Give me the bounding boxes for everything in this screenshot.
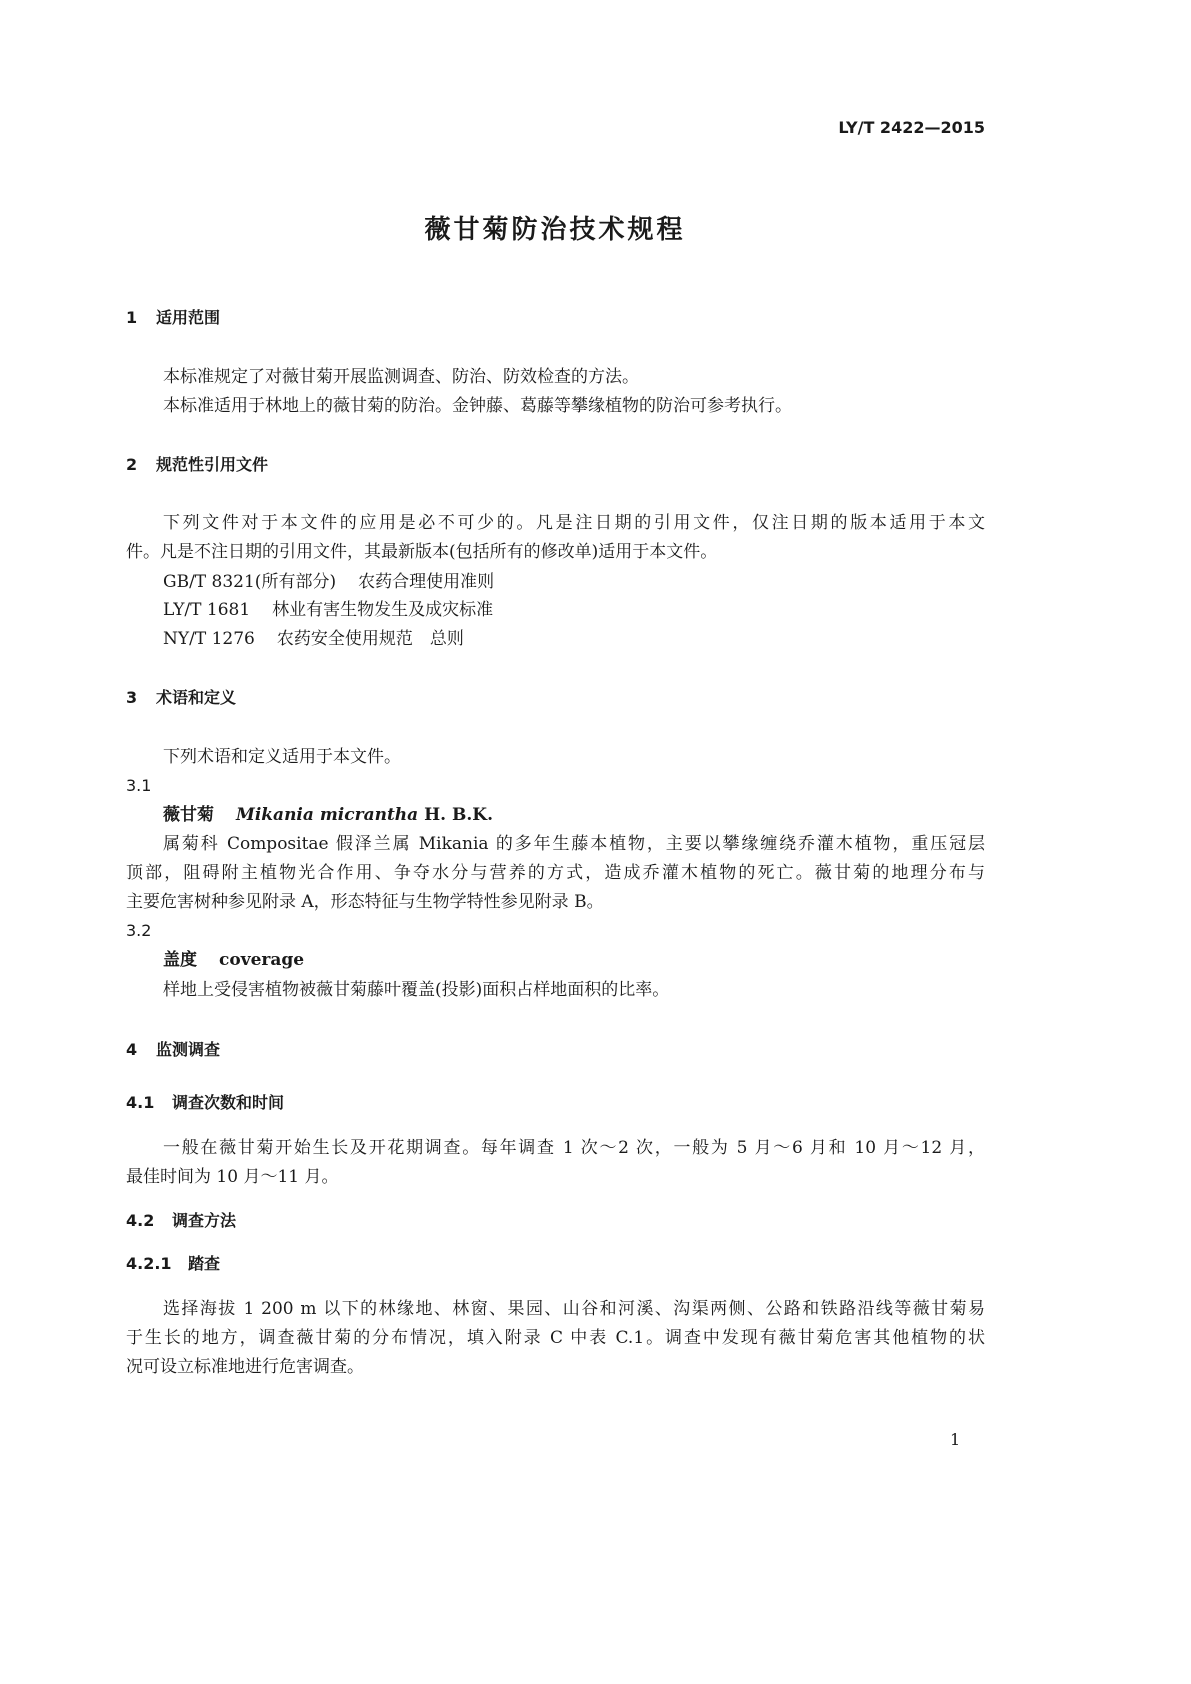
paragraph: 件。凡是不注日期的引用文件，其最新版本(包括所有的修改单)适用于本文件。 xyxy=(126,542,718,562)
term-number: 3.1 xyxy=(126,776,152,795)
term-title: 薇甘菊 Mikania micrantha H. B.K. xyxy=(163,805,493,825)
term-definition: 主要危害树种参见附录 A，形态特征与生物学特性参见附录 B。 xyxy=(126,892,604,912)
page-title: 薇甘菊防治技术规程 xyxy=(424,215,686,245)
term-number: 3.2 xyxy=(126,921,152,940)
subsection-heading-4-2-1: 4.2.1 踏查 xyxy=(126,1254,221,1273)
section-heading-1: 1 适用范围 xyxy=(126,308,221,327)
paragraph: 本标准适用于林地上的薇甘菊的防治。金钟藤、葛藤等攀缘植物的防治可参考执行。 xyxy=(163,396,792,416)
standard-number: LY/T 2422—2015 xyxy=(838,118,985,137)
subsection-heading-4-2: 4.2 调查方法 xyxy=(126,1211,237,1230)
page-number: 1 xyxy=(950,1430,961,1449)
paragraph: 选择海拔 1 200 m 以下的林缘地、林窗、果园、山谷和河溪、沟渠两侧、公路和铁路沿线等薇甘菊易 xyxy=(163,1299,985,1319)
paragraph: 下列文件对于本文件的应用是必不可少的。凡是注日期的引用文件，仅注日期的版本适用于本文 xyxy=(163,513,985,533)
section-heading-2: 2 规范性引用文件 xyxy=(126,455,269,474)
subsection-heading-4-1: 4.1 调查次数和时间 xyxy=(126,1093,285,1112)
reference-item: GB/T 8321(所有部分) 农药合理使用准则 xyxy=(163,572,495,592)
paragraph: 本标准规定了对薇甘菊开展监测调查、防治、防效检查的方法。 xyxy=(163,367,639,387)
paragraph: 于生长的地方，调查薇甘菊的分布情况，填入附录 C 中表 C.1。调查中发现有薇甘菊危害其他植物的状 xyxy=(126,1328,985,1348)
paragraph: 况可设立标准地进行危害调查。 xyxy=(126,1357,364,1377)
term-definition: 样地上受侵害植物被薇甘菊藤叶覆盖(投影)面积占样地面积的比率。 xyxy=(163,980,670,1000)
paragraph: 一般在薇甘菊开始生长及开花期调查。每年调查 1 次～2 次，一般为 5 月～6 月和 10 月～12 月， xyxy=(163,1138,985,1158)
paragraph: 最佳时间为 10 月～11 月。 xyxy=(126,1167,339,1187)
reference-item: NY/T 1276 农药安全使用规范 总则 xyxy=(163,629,464,649)
term-definition: 顶部，阻碍附主植物光合作用、争夺水分与营养的方式，造成乔灌木植物的死亡。薇甘菊的地理分布与 xyxy=(126,863,985,883)
paragraph: 下列术语和定义适用于本文件。 xyxy=(163,747,401,767)
section-heading-3: 3 术语和定义 xyxy=(126,688,237,707)
term-title: 盖度 coverage xyxy=(163,950,305,970)
section-heading-4: 4 监测调查 xyxy=(126,1040,221,1059)
reference-item: LY/T 1681 林业有害生物发生及成灾标准 xyxy=(163,600,494,620)
term-definition: 属菊科 Compositae 假泽兰属 Mikania 的多年生藤本植物，主要以攀缘缠绕乔灌木植物，重压冠层 xyxy=(163,834,985,854)
